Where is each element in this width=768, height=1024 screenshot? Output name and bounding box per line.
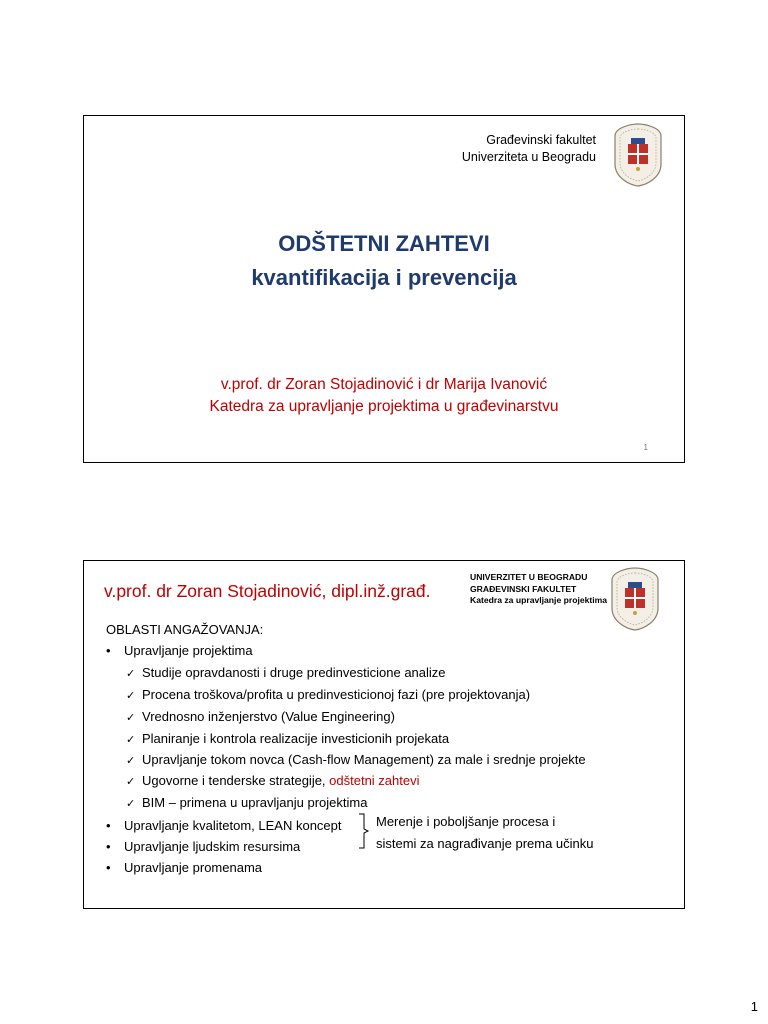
bullet-icon: •: [106, 839, 111, 854]
check-item: Vrednosno inženjerstvo (Value Engineering): [142, 709, 395, 724]
institution-line-1: UNIVERZITET U BEOGRADU: [470, 572, 588, 582]
university-seal-icon: [613, 122, 663, 188]
brace-icon: [358, 812, 370, 850]
checkmark-icon: ✓: [126, 776, 136, 788]
slide-title: v.prof. dr Zoran Stojadinović, dipl.inž.građ.: [104, 581, 431, 601]
profile-slide: [83, 560, 685, 909]
institution-line-2: Univerziteta u Beogradu: [461, 150, 596, 164]
check-item: [142, 773, 420, 788]
slide-number: 1: [643, 443, 648, 452]
checkmark-icon: ✓: [126, 690, 136, 702]
bullet-icon: •: [106, 860, 111, 875]
presentation-title: ODŠTETNI ZAHTEVI: [278, 231, 490, 256]
bullet-item: Upravljanje promenama: [124, 860, 263, 875]
check-item: Upravljanje tokom novca (Cash-flow Management) za male i srednje projekte: [142, 752, 586, 767]
institution-line-1: Građevinski fakultet: [486, 133, 596, 147]
check-item: Procena troškova/profita u predinvesticionoj fazi (pre projektovanja): [142, 687, 531, 702]
bullet-item: Upravljanje kvalitetom, LEAN koncept: [124, 818, 342, 833]
check-item: Studije opravdanosti i druge predinvesticione analize: [142, 665, 446, 680]
institution-label: [462, 132, 596, 166]
checkmark-icon: ✓: [126, 755, 136, 767]
brace-note-line-1: Merenje i poboljšanje procesa i: [376, 814, 556, 829]
authors-line: v.prof. dr Zoran Stojadinović i dr Marija Ivanović: [220, 376, 548, 393]
presentation-subtitle: kvantifikacija i prevencija: [251, 265, 517, 290]
bullet-item: Upravljanje projektima: [124, 643, 253, 658]
bullet-icon: •: [106, 643, 111, 658]
institution-line-2: GRAĐEVINSKI FAKULTET: [470, 583, 577, 594]
bullet-item: Upravljanje ljudskim resursima: [124, 839, 301, 854]
university-seal-icon: [610, 566, 660, 632]
checkmark-icon: ✓: [126, 734, 136, 746]
check-item-text: Ugovorne i tenderske strategije,: [142, 773, 330, 788]
institution-line-3: Katedra za upravljanje projektima: [470, 595, 608, 605]
section-heading: OBLASTI ANGAŽOVANJA:: [106, 622, 264, 637]
brace-note-line-2: sistemi za nagrađivanje prema učinku: [376, 836, 594, 851]
title-slide: [83, 115, 685, 463]
department-line: Katedra za upravljanje projektima u građevinarstvu: [209, 398, 559, 415]
check-item: Planiranje i kontrola realizacije investicionih projekata: [142, 731, 450, 746]
checkmark-icon: ✓: [126, 668, 136, 680]
checkmark-icon: ✓: [126, 712, 136, 724]
institution-label: [470, 572, 607, 607]
check-item: BIM – primena u upravljanju projektima: [142, 795, 368, 810]
bullet-icon: •: [106, 818, 111, 833]
checkmark-icon: ✓: [126, 798, 136, 810]
page-number: 1: [750, 999, 758, 1014]
highlight-text: odštetni zahtevi: [329, 773, 420, 788]
